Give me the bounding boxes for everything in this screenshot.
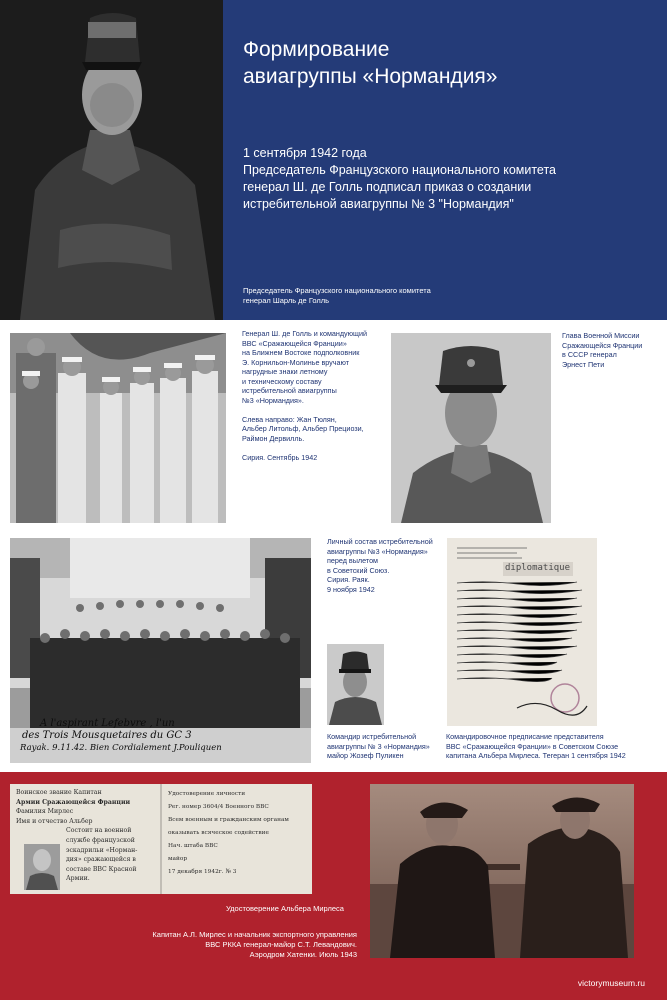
de-gaulle-caption-line1: Председатель Французского национального комитета: [243, 286, 431, 295]
mirles-id-card: [10, 784, 312, 894]
pouliquen-caption-line: Командир истребительной: [327, 732, 417, 741]
ceremony-caption-line: Генерал Ш. де Голль и командующий: [242, 329, 367, 338]
ceremony-caption-line: Раймон Дервилль.: [242, 433, 305, 443]
id-card-right-line: Всем военным и гражданским органам: [168, 817, 289, 823]
group-caption-line: Личный состав истребительной: [327, 537, 433, 546]
pouliquen-caption-line: майор Жозеф Пуликен: [327, 751, 404, 760]
inscription-line1: A l'aspirant Lefebvre , l'un: [40, 718, 175, 729]
de-gaulle-portrait-image: [0, 0, 223, 320]
page-title-line1: Формирование: [243, 38, 390, 61]
airfield-caption-line: ВВС РККА генерал-майор С.Т. Левандович.: [205, 940, 357, 949]
group-caption-line: 9 ноября 1942: [327, 584, 375, 594]
decree-line1: 1 сентября 1942 года: [243, 146, 367, 160]
id-card-left-line: Воинское звание Капитан: [16, 789, 102, 796]
ceremony-caption-line: ВВС «Сражающейся Франции»: [242, 338, 347, 348]
id-card-left-line: Фамилия Мирлес: [16, 808, 74, 816]
ceremony-caption-line: и техническому составу: [242, 376, 322, 386]
airfield-photo-image: [370, 784, 634, 958]
id-card-right-line: Удостоверение личности: [168, 791, 246, 797]
document-stamp-text: diplomatique: [505, 563, 571, 573]
petit-caption-line: Эрнест Пети: [562, 359, 605, 369]
ceremony-caption-line: №3 «Нормандия».: [242, 395, 304, 405]
pouliquen-portrait: [327, 644, 384, 725]
petit-caption-line: Сражающейся Франции: [562, 340, 643, 350]
ceremony-caption: [242, 329, 367, 462]
petit-caption-line: Глава Военной Миссии: [562, 331, 640, 340]
airfield-caption: [153, 930, 357, 960]
de-gaulle-caption: [243, 286, 503, 306]
id-card-caption-text: Удостоверение Альбера Мирлеса: [226, 904, 344, 913]
decree-text: [243, 145, 653, 213]
airfield-caption-line: Капитан А.Л. Мирлес и начальник экспортного управления: [152, 930, 357, 939]
group-photo: [10, 538, 311, 763]
site-url-link[interactable]: victorymuseum.ru: [577, 978, 645, 988]
travel-order-caption-line: Командировочное предписание представителя: [446, 732, 604, 741]
inscription-line2: des Trois Mousquetaires du GC 3: [22, 730, 192, 741]
group-photo-inscription: [20, 718, 310, 754]
travel-order-caption-line: ВВС «Сражающейся Франции» в Советском Союзе: [446, 741, 619, 751]
ceremony-caption-line: [242, 443, 367, 453]
id-card-right-line: оказывать всяческое содействие: [168, 830, 269, 836]
group-caption-line: авиагруппы №3 «Нормандия»: [327, 546, 428, 556]
page-title: [243, 36, 643, 90]
group-caption-line: перед вылетом: [327, 556, 379, 565]
travel-order-caption-line: капитана Альбера Мирлеса. Тегеран 1 сентября 1942: [446, 751, 626, 760]
page-title-line2: авиагруппы «Нормандия»: [243, 65, 498, 88]
petit-caption: [562, 331, 642, 369]
group-caption-line: в Советский Союз.: [327, 565, 390, 575]
id-card-right-line: Рег. номер 3604/4 Военного ВВС: [168, 804, 269, 810]
pouliquen-caption-line: авиагруппы № 3 «Нормандия»: [327, 741, 430, 751]
id-card-right-line: 17 декабря 1942г. № 3: [168, 869, 237, 875]
id-card-left-text: [16, 788, 158, 884]
travel-order-document: [447, 538, 597, 726]
id-card-left-line: дия» сражающейся в: [66, 856, 136, 864]
id-card-left-line: службе французской: [66, 836, 135, 844]
decree-line2: Председатель Французского национального комитета: [243, 163, 557, 177]
petit-portrait-image: [391, 333, 551, 523]
decree-line3: генерал Ш. де Голль подписал приказ о создании: [243, 180, 532, 194]
ceremony-caption-line: нагрудные знаки летному: [242, 367, 328, 376]
id-card-left-line: Состоит на военной: [66, 827, 132, 835]
airfield-photo: [370, 784, 634, 958]
airfield-caption-line: Аэродром Хатенки. Июль 1943: [249, 950, 357, 959]
ceremony-photo: [10, 333, 226, 523]
id-card-right-line: Нач. штаба ВВС: [168, 843, 218, 849]
petit-caption-line: в СССР генерал: [562, 350, 617, 359]
de-gaulle-caption-line2: генерал Шарль де Голль: [243, 296, 330, 305]
group-caption: [327, 537, 433, 594]
group-caption-line: Сирия. Раяк.: [327, 575, 370, 584]
de-gaulle-portrait: [0, 0, 223, 320]
id-card-left-line: составе ВВС Красной: [66, 865, 137, 873]
ceremony-caption-line: Сирия. Сентябрь 1942: [242, 452, 318, 462]
ceremony-caption-line: [242, 405, 367, 415]
ceremony-caption-line: на Ближнем Востоке подполковник: [242, 348, 360, 357]
id-card-right-text: [168, 788, 308, 879]
petit-portrait: [391, 333, 551, 523]
id-card-left-line: Армии.: [66, 875, 90, 883]
pouliquen-portrait-image: [327, 644, 384, 725]
ceremony-caption-line: Слева направо: Жан Тюлян,: [242, 414, 337, 424]
travel-order-caption: [446, 732, 626, 761]
inscription-line3: Rayak. 9.11.42. Bien Cordialement J.Pouliquen: [20, 743, 222, 753]
decree-line4: истребительной авиагруппы № 3 "Нормандия": [243, 197, 514, 211]
ceremony-caption-line: истребительной авиагруппы: [242, 386, 337, 395]
id-card-left-line: Имя и отчество Альбер: [16, 817, 93, 825]
id-card-left-line: эскадрильи «Норман-: [66, 846, 138, 854]
ceremony-caption-line: Альбер Литольф, Альбер Прециози,: [242, 424, 364, 433]
ceremony-caption-line: Э. Корнильон-Молинье вручают: [242, 357, 350, 367]
id-card-right-line: майор: [168, 856, 188, 862]
id-card-caption: [226, 904, 344, 914]
ceremony-photo-image: [10, 333, 226, 523]
id-card-left-line: Армии Сражающейся Франции: [16, 798, 131, 806]
pouliquen-caption: [327, 732, 430, 761]
